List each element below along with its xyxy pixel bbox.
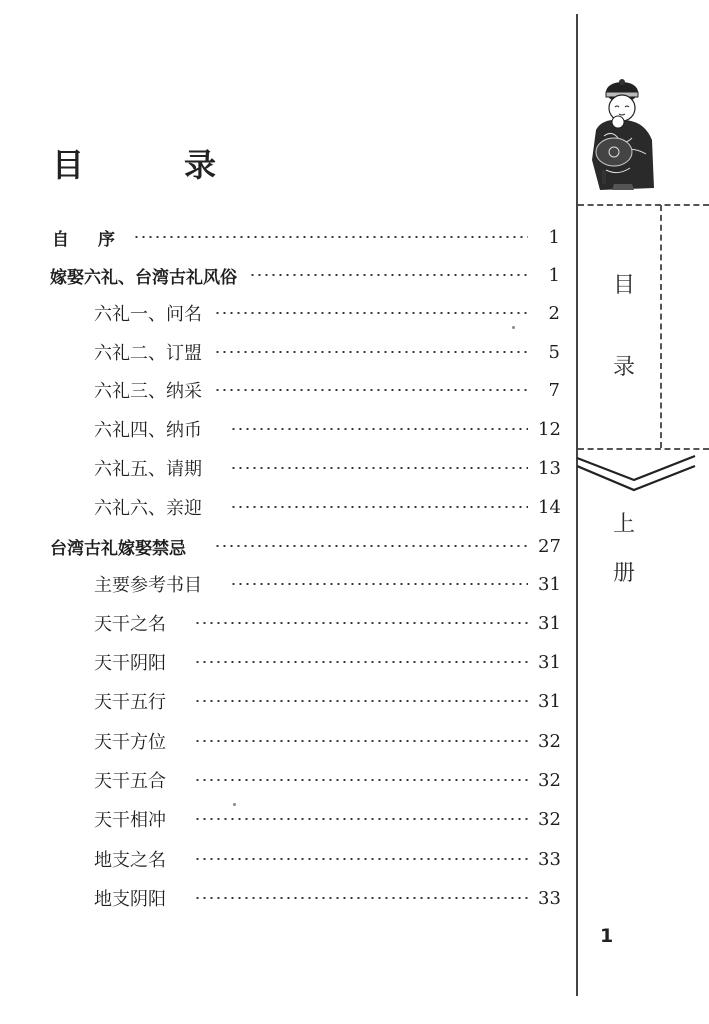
dot-leader bbox=[230, 583, 528, 585]
toc-entry-page: 33 bbox=[538, 887, 561, 909]
toc-entry[interactable] bbox=[0, 224, 560, 250]
volume-char: 上 bbox=[613, 512, 636, 537]
toc-entry-label: 六礼一、问名 bbox=[94, 304, 202, 325]
toc-entry[interactable] bbox=[0, 339, 560, 365]
dot-leader bbox=[194, 858, 528, 860]
toc-entry-page: 32 bbox=[538, 730, 561, 752]
tab-char: 目 bbox=[613, 273, 636, 298]
dot-leader bbox=[194, 740, 528, 742]
scan-speck bbox=[512, 326, 515, 329]
tab-border-top bbox=[578, 204, 709, 206]
volume-char: 册 bbox=[613, 561, 636, 586]
toc-entry[interactable] bbox=[0, 416, 560, 442]
toc-entry-label: 地支阴阳 bbox=[94, 889, 166, 910]
toc-entry-page: 1 bbox=[548, 264, 560, 286]
toc-entry-page: 7 bbox=[548, 379, 560, 401]
toc-entry-page: 31 bbox=[538, 651, 561, 673]
toc-entry-label: 天干五合 bbox=[94, 771, 166, 792]
toc-entry[interactable] bbox=[0, 846, 560, 872]
tab-border-right bbox=[660, 205, 662, 448]
toc-entry[interactable] bbox=[0, 649, 560, 675]
toc-entry-page: 27 bbox=[538, 535, 561, 557]
toc-entry-label: 天干五行 bbox=[94, 692, 166, 713]
dot-leader bbox=[214, 545, 528, 547]
toc-entry[interactable] bbox=[0, 571, 560, 597]
toc-entry-label: 嫁娶六礼、台湾古礼风俗 bbox=[50, 267, 237, 288]
dot-leader bbox=[230, 428, 528, 430]
toc-entry-label: 台湾古礼嫁娶禁忌 bbox=[50, 538, 186, 559]
dot-leader bbox=[214, 389, 528, 391]
toc-entry-page: 33 bbox=[538, 848, 561, 870]
toc-entry-page: 14 bbox=[538, 496, 561, 518]
toc-entry[interactable] bbox=[0, 767, 560, 793]
tab-char: 录 bbox=[613, 355, 636, 380]
toc-entry-page: 2 bbox=[548, 302, 560, 324]
toc-entry-page: 31 bbox=[538, 612, 561, 634]
toc-entry-label: 天干阴阳 bbox=[94, 653, 166, 674]
dot-leader bbox=[194, 700, 528, 702]
toc-entry[interactable] bbox=[0, 533, 560, 559]
toc-entry[interactable] bbox=[0, 377, 560, 403]
dot-leader bbox=[249, 274, 528, 276]
toc-entry-page: 1 bbox=[548, 226, 560, 248]
toc-entry-label: 六礼六、亲迎 bbox=[94, 498, 202, 519]
dot-leader bbox=[230, 506, 528, 508]
toc-entry[interactable] bbox=[0, 262, 560, 288]
dot-leader bbox=[194, 622, 528, 624]
toc-entry[interactable] bbox=[0, 300, 560, 326]
toc-entry-page: 13 bbox=[538, 457, 561, 479]
toc-entry-page: 12 bbox=[538, 418, 561, 440]
toc-entry[interactable] bbox=[0, 728, 560, 754]
toc-entry-label: 六礼二、订盟 bbox=[94, 343, 202, 364]
toc-entry[interactable] bbox=[0, 455, 560, 481]
dot-leader bbox=[194, 779, 528, 781]
scan-speck bbox=[233, 803, 236, 806]
toc-entry-label: 六礼三、纳采 bbox=[94, 381, 202, 402]
toc-entry[interactable] bbox=[0, 688, 560, 714]
chevron-down-icon bbox=[577, 450, 709, 495]
margin-rule bbox=[576, 14, 578, 996]
toc-entry[interactable] bbox=[0, 806, 560, 832]
toc-entry-label: 自 序 bbox=[52, 229, 121, 250]
dot-leader bbox=[230, 467, 528, 469]
page-number: 1 bbox=[600, 925, 614, 947]
toc-entry-page: 32 bbox=[538, 769, 561, 791]
toc-entry[interactable] bbox=[0, 885, 560, 911]
dot-leader bbox=[194, 661, 528, 663]
toc-entry-label: 天干相冲 bbox=[94, 810, 166, 831]
toc-entry-label: 天干方位 bbox=[94, 732, 166, 753]
child-with-lantern-illustration bbox=[582, 70, 660, 200]
dot-leader bbox=[214, 351, 528, 353]
toc-entry-label: 天干之名 bbox=[94, 614, 166, 635]
toc-entry-page: 5 bbox=[548, 341, 560, 363]
dot-leader bbox=[214, 312, 528, 314]
toc-entry[interactable] bbox=[0, 610, 560, 636]
dot-leader bbox=[133, 236, 528, 238]
dot-leader bbox=[194, 897, 528, 899]
page-title: 目 录 bbox=[52, 146, 251, 184]
toc-entry-label: 主要参考书目 bbox=[94, 575, 202, 596]
toc-entry-page: 32 bbox=[538, 808, 561, 830]
toc-entry-label: 地支之名 bbox=[94, 850, 166, 871]
dot-leader bbox=[194, 818, 528, 820]
toc-entry[interactable] bbox=[0, 494, 560, 520]
toc-entry-page: 31 bbox=[538, 690, 561, 712]
toc-entry-label: 六礼四、纳币 bbox=[94, 420, 202, 441]
toc-entry-label: 六礼五、请期 bbox=[94, 459, 202, 480]
toc-entry-page: 31 bbox=[538, 573, 561, 595]
